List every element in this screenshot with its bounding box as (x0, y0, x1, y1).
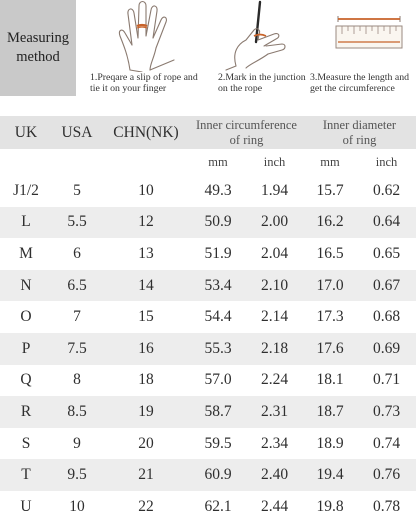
step-1-line1: 1.Preqare a slip of rope and (90, 72, 198, 83)
cell-diam-mm: 16.2 (303, 207, 357, 239)
step-3-line1: 3.Measure the length and (310, 72, 410, 83)
cell-diam-mm: 17.6 (303, 333, 357, 365)
table-row (0, 396, 416, 428)
cell-uk: J1/2 (0, 175, 52, 207)
cell-usa: 5.5 (52, 207, 102, 239)
cell-circ-mm: 60.9 (190, 459, 246, 491)
cell-circ-mm: 59.5 (190, 428, 246, 460)
cell-diam-in: 0.78 (357, 491, 416, 523)
cell-circ-in: 2.24 (246, 365, 303, 397)
cell-chn: 16 (102, 333, 190, 365)
table-unit-row (0, 149, 416, 175)
cell-diam-in: 0.73 (357, 396, 416, 428)
step-1-line2: tie it on your finger (90, 83, 167, 94)
cell-usa: 9.5 (52, 459, 102, 491)
table-row (0, 333, 416, 365)
unit-diam-inch: inch (357, 149, 416, 175)
step-3 (308, 0, 416, 112)
unit-circ-inch: inch (246, 149, 303, 175)
table-header-row (0, 116, 416, 149)
cell-circ-mm: 55.3 (190, 333, 246, 365)
cell-usa: 7 (52, 301, 102, 333)
cell-chn: 13 (102, 238, 190, 270)
header-usa: USA (52, 116, 102, 149)
table-row (0, 270, 416, 302)
cell-circ-in: 2.31 (246, 396, 303, 428)
header-circ-line1: Inner circumference (196, 117, 297, 132)
cell-diam-in: 0.76 (357, 459, 416, 491)
header-inner-circumference (190, 116, 303, 149)
table-row (0, 238, 416, 270)
table-row (0, 491, 416, 523)
cell-uk: O (0, 301, 52, 333)
cell-diam-mm: 19.4 (303, 459, 357, 491)
step-2-line1: 2.Mark in the junction (218, 72, 306, 83)
cell-chn: 21 (102, 459, 190, 491)
cell-uk: N (0, 270, 52, 302)
table-row (0, 365, 416, 397)
cell-usa: 5 (52, 175, 102, 207)
cell-uk: T (0, 459, 52, 491)
method-label-line2: method (16, 49, 60, 65)
cell-circ-in: 2.34 (246, 428, 303, 460)
cell-circ-mm: 53.4 (190, 270, 246, 302)
cell-usa: 6 (52, 238, 102, 270)
cell-diam-mm: 17.3 (303, 301, 357, 333)
step-1 (90, 0, 210, 112)
header-uk: UK (0, 116, 52, 149)
cell-uk: M (0, 238, 52, 270)
table-row (0, 459, 416, 491)
cell-diam-mm: 15.7 (303, 175, 357, 207)
cell-chn: 18 (102, 365, 190, 397)
cell-chn: 15 (102, 301, 190, 333)
cell-circ-mm: 54.4 (190, 301, 246, 333)
measuring-method-label (0, 0, 76, 96)
header-circ-line2: of ring (229, 132, 264, 147)
header-diam-line1: Inner diameter (322, 117, 397, 132)
cell-usa: 10 (52, 491, 102, 523)
cell-diam-mm: 18.1 (303, 365, 357, 397)
cell-diam-in: 0.62 (357, 175, 416, 207)
cell-diam-mm: 18.9 (303, 428, 357, 460)
hand-with-rope-icon (90, 0, 210, 72)
cell-usa: 8.5 (52, 396, 102, 428)
table-row (0, 207, 416, 239)
cell-diam-mm: 18.7 (303, 396, 357, 428)
cell-uk: L (0, 207, 52, 239)
cell-uk: S (0, 428, 52, 460)
table-row (0, 175, 416, 207)
cell-circ-mm: 57.0 (190, 365, 246, 397)
cell-diam-in: 0.74 (357, 428, 416, 460)
header-diam-line2: of ring (342, 132, 377, 147)
cell-uk: U (0, 491, 52, 523)
step-3-line2: get the circumference (310, 83, 395, 94)
cell-uk: P (0, 333, 52, 365)
cell-chn: 20 (102, 428, 190, 460)
cell-chn: 14 (102, 270, 190, 302)
cell-circ-in: 2.40 (246, 459, 303, 491)
cell-circ-mm: 62.1 (190, 491, 246, 523)
cell-circ-mm: 49.3 (190, 175, 246, 207)
cell-usa: 8 (52, 365, 102, 397)
cell-chn: 22 (102, 491, 190, 523)
measuring-method-section (0, 0, 416, 116)
cell-circ-mm: 51.9 (190, 238, 246, 270)
cell-circ-in: 2.10 (246, 270, 303, 302)
header-inner-diameter (303, 116, 416, 149)
cell-circ-in: 2.04 (246, 238, 303, 270)
cell-circ-mm: 50.9 (190, 207, 246, 239)
cell-diam-mm: 16.5 (303, 238, 357, 270)
cell-usa: 6.5 (52, 270, 102, 302)
cell-diam-mm: 19.8 (303, 491, 357, 523)
cell-diam-mm: 17.0 (303, 270, 357, 302)
cell-diam-in: 0.64 (357, 207, 416, 239)
unit-circ-mm: mm (190, 149, 246, 175)
hand-with-pen-icon (216, 0, 306, 72)
step-2-line2: on the rope (218, 83, 263, 94)
cell-uk: R (0, 396, 52, 428)
cell-circ-in: 2.44 (246, 491, 303, 523)
cell-diam-in: 0.67 (357, 270, 416, 302)
cell-usa: 7.5 (52, 333, 102, 365)
cell-chn: 19 (102, 396, 190, 428)
cell-circ-in: 2.18 (246, 333, 303, 365)
cell-diam-in: 0.65 (357, 238, 416, 270)
table-row (0, 428, 416, 460)
cell-chn: 12 (102, 207, 190, 239)
method-label-line1: Measuring (6, 30, 69, 46)
cell-diam-in: 0.71 (357, 365, 416, 397)
cell-uk: Q (0, 365, 52, 397)
cell-chn: 10 (102, 175, 190, 207)
cell-circ-in: 2.14 (246, 301, 303, 333)
cell-diam-in: 0.68 (357, 301, 416, 333)
cell-circ-in: 2.00 (246, 207, 303, 239)
table-row (0, 301, 416, 333)
ring-size-table (0, 116, 416, 523)
ruler-with-rope-icon (308, 0, 416, 72)
cell-diam-in: 0.69 (357, 333, 416, 365)
header-chn: CHN(NK) (102, 116, 190, 149)
cell-circ-in: 1.94 (246, 175, 303, 207)
unit-diam-mm: mm (303, 149, 357, 175)
step-2 (216, 0, 312, 112)
cell-circ-mm: 58.7 (190, 396, 246, 428)
cell-usa: 9 (52, 428, 102, 460)
